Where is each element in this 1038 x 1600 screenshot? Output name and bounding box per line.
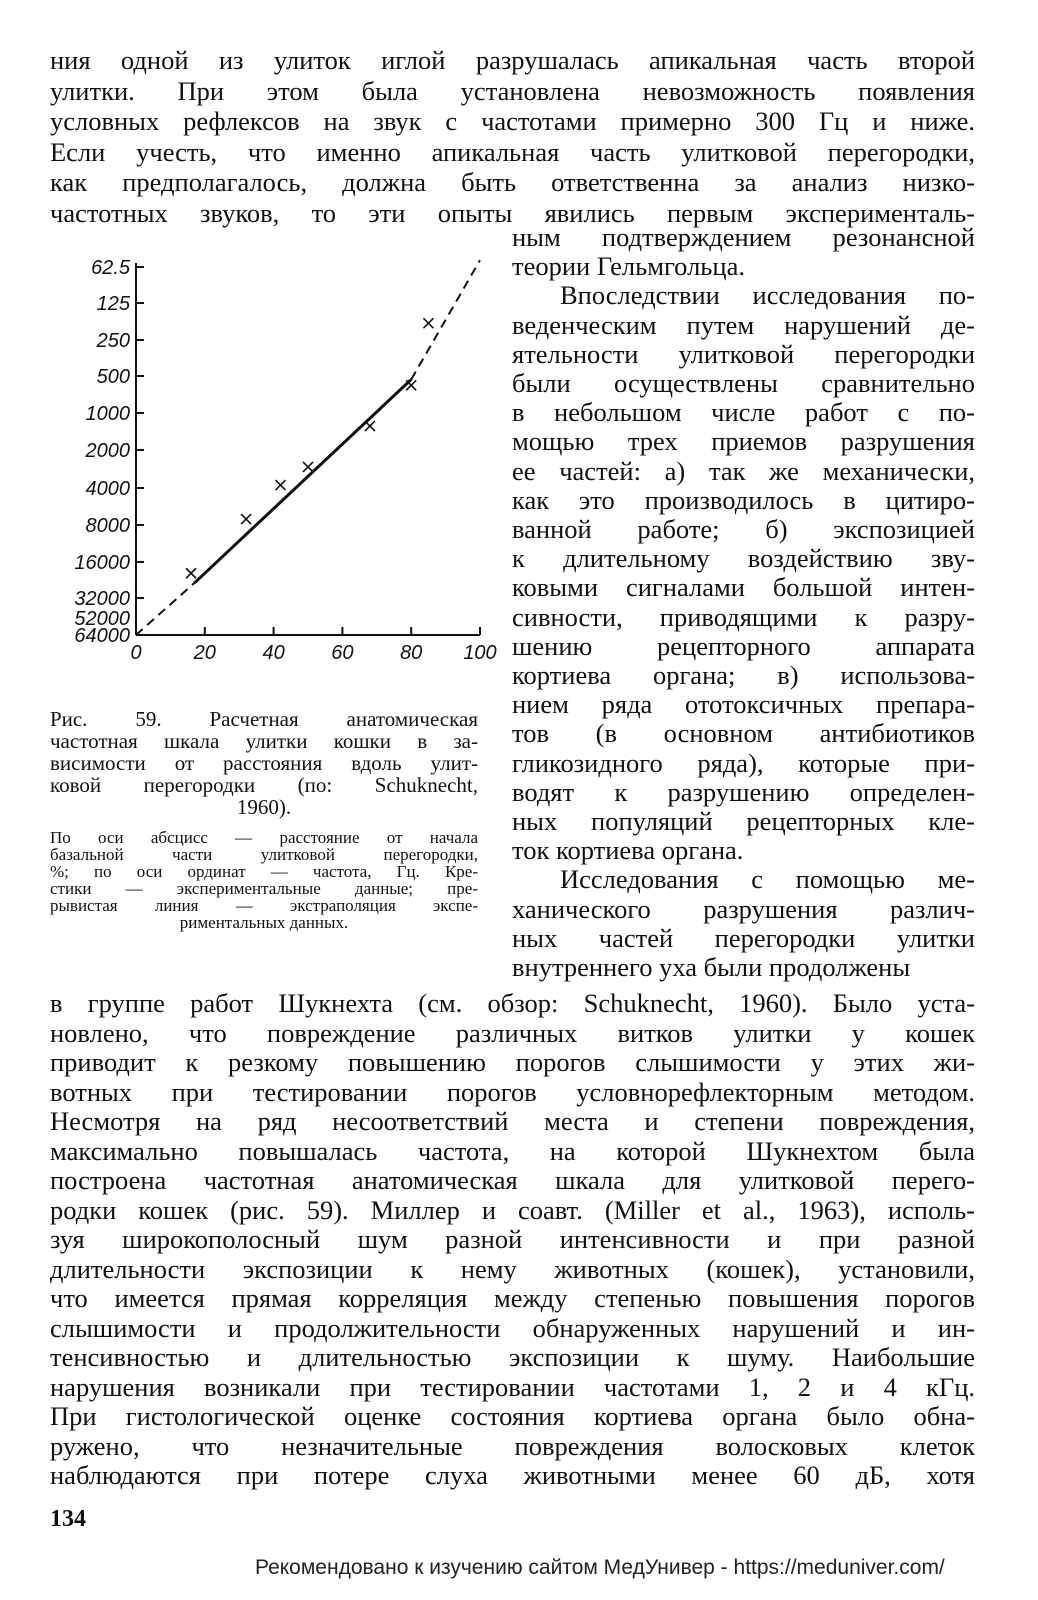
text-line: стики — экспериментальные данные; пре- bbox=[50, 879, 478, 898]
text-line: что имеется прямая корреляция между степенью повышения порогов bbox=[50, 1283, 975, 1313]
frequency-scale-chart bbox=[40, 245, 497, 675]
text-line: Рис. 59. Расчетная анатомическая bbox=[50, 707, 478, 731]
x-tick-label: 80 bbox=[400, 642, 423, 664]
data-point-cross bbox=[303, 462, 313, 472]
text-line: При гистологической оценке состояния кортиева органа было обна- bbox=[50, 1401, 975, 1431]
page-number: 134 bbox=[50, 1506, 86, 1532]
text-line: кортиева органа; в) использова- bbox=[512, 660, 975, 690]
text-line: приводит к резкому повышению порогов слышимости у этих жи- bbox=[50, 1047, 975, 1077]
y-tick-label: 2000 bbox=[85, 440, 130, 462]
text-line: шению рецепторного аппарата bbox=[512, 630, 975, 661]
text-line: рывистая линия — экстраполяция экспе- bbox=[50, 896, 478, 915]
text-line: построена частотная анатомическая шкала для улитковой перего- bbox=[50, 1165, 975, 1195]
text-line: теории Гельмгольца. bbox=[512, 251, 745, 282]
text-line: ных частей перегородки улитки bbox=[512, 922, 975, 953]
data-point-cross bbox=[186, 568, 196, 578]
footer-link[interactable]: Рекомендовано к изучению сайтом МедУнивер - https://meduniver.com/ bbox=[255, 1556, 945, 1579]
text-line: частотная шкала улитки кошки в за- bbox=[50, 729, 478, 753]
y-tick-label: 1000 bbox=[85, 403, 130, 425]
text-line: в группе работ Шукнехта (см. обзор: Schuknecht, 1960). Было уста- bbox=[50, 988, 975, 1018]
text-line: ванной работе; б) экспозицией bbox=[512, 514, 975, 544]
text-line: к длительному воздействию зву- bbox=[512, 543, 975, 574]
y-tick-label: 52000 bbox=[74, 608, 130, 630]
data-point-cross bbox=[423, 318, 433, 328]
text-line: тенсивностью и длительностью экспозиции к шуму. Наибольшие bbox=[50, 1342, 975, 1372]
text-line: были осуществлены сравнительно bbox=[512, 368, 975, 398]
text-line: как предполагалось, должна быть ответственна за анализ низко- bbox=[50, 167, 975, 197]
x-tick-label: 60 bbox=[331, 642, 354, 664]
text-line: Впоследствии исследования по- bbox=[560, 280, 975, 311]
text-line: нарушения возникали при тестировании частотами 1, 2 и 4 кГц. bbox=[50, 1371, 975, 1402]
text-line: ных популяций рецепторных кле- bbox=[512, 806, 975, 836]
text-line: ятельности улитковой перегородки bbox=[512, 338, 975, 369]
data-point-cross bbox=[275, 480, 285, 490]
y-tick-label: 8000 bbox=[85, 515, 130, 537]
text-line: слышимости и продолжительности обнаруженных нарушений и ин- bbox=[50, 1312, 975, 1343]
text-line: как это производилось в цитиро- bbox=[512, 484, 975, 515]
y-tick-label: 500 bbox=[96, 366, 130, 388]
text-line: мощью трех приемов разрушения bbox=[512, 426, 975, 457]
x-tick-label: 0 bbox=[130, 642, 142, 664]
text-line: базальной части улитковой перегородки, bbox=[50, 845, 478, 864]
y-tick-label: 64000 bbox=[74, 625, 130, 647]
text-line: веденческим путем нарушений де- bbox=[512, 309, 975, 340]
text-line: ния одной из улиток иглой разрушалась апикальная часть второй bbox=[50, 45, 975, 75]
text-line: ковыми сигналами большой интен- bbox=[512, 572, 975, 603]
y-tick-label: 125 bbox=[96, 293, 130, 315]
text-line: риментальных данных. bbox=[179, 913, 349, 932]
text-line: частотных звуков, то эти опыты явились первым эксперименталь- bbox=[50, 197, 975, 228]
extrapolation-line bbox=[136, 583, 194, 635]
text-line: ковой перегородки (по: Schuknecht, bbox=[50, 773, 478, 797]
chart-axes bbox=[136, 263, 480, 635]
text-line: водят к разрушению определен- bbox=[512, 776, 975, 807]
text-line: По оси абсцисс — расстояние от начала bbox=[50, 828, 478, 847]
extrapolation-line bbox=[411, 260, 480, 379]
data-point-cross bbox=[241, 514, 251, 524]
text-line: гликозидного ряда), которые при- bbox=[512, 747, 975, 778]
text-line: наблюдаются при потере слуха животными менее 60 дБ, хотя bbox=[50, 1460, 975, 1490]
text-line: 1960). bbox=[236, 795, 292, 819]
text-line: зуя широкополосный шум разной интенсивности и при разной bbox=[50, 1224, 975, 1254]
x-tick-label: 100 bbox=[463, 642, 497, 664]
y-tick-label: 250 bbox=[96, 330, 130, 352]
text-line: тов (в основном антибиотиков bbox=[512, 718, 975, 749]
text-line: Исследования с помощью ме- bbox=[560, 864, 975, 895]
x-tick-label: 40 bbox=[262, 642, 285, 664]
fit-line bbox=[194, 379, 411, 582]
text-line: сивности, приводящими к разру- bbox=[512, 601, 975, 632]
x-tick-labels bbox=[130, 627, 496, 664]
text-line: вотных при тестировании порогов условнорефлекторным методом. bbox=[50, 1076, 975, 1107]
text-line: нием ряда ототоксичных препара- bbox=[512, 689, 975, 720]
text-line: внутреннего уха были продолжены bbox=[512, 952, 911, 982]
y-tick-labels bbox=[74, 257, 144, 647]
chart-series bbox=[136, 260, 480, 635]
text-line: ружено, что незначительные повреждения волосковых клеток bbox=[50, 1430, 975, 1461]
text-line: Несмотря на ряд несоответствий места и степени повреждения, bbox=[50, 1106, 975, 1136]
text-line: родки кошек (рис. 59). Миллер и соавт. (Miller et al., 1963), исполь- bbox=[50, 1194, 975, 1225]
text-line: максимально повышалась частота, на которой Шукнехтом была bbox=[50, 1135, 975, 1166]
x-tick-label: 20 bbox=[193, 642, 216, 664]
text-line: ханического разрушения различ- bbox=[512, 893, 975, 924]
text-line: Если учесть, что именно апикальная часть улитковой перегородки, bbox=[50, 136, 975, 167]
text-line: новлено, что повреждение различных витков улитки у кошек bbox=[50, 1017, 975, 1048]
y-tick-label: 62.5 bbox=[91, 257, 130, 279]
text-line: в небольшом числе работ с по- bbox=[512, 397, 975, 428]
text-line: улитки. При этом была установлена невозможность появления bbox=[50, 75, 975, 106]
text-line: длительности экспозиции к нему животных (кошек), установили, bbox=[50, 1253, 975, 1284]
y-tick-label: 16000 bbox=[74, 552, 130, 574]
text-line: условных рефлексов на звук с частотами примерно 300 Гц и ниже. bbox=[50, 106, 975, 136]
text-line: висимости от расстояния вдоль улит- bbox=[50, 751, 478, 775]
y-tick-label: 4000 bbox=[85, 478, 130, 500]
y-tick-label: 32000 bbox=[74, 588, 130, 610]
text-line: ее частей: а) так же механически, bbox=[512, 455, 975, 486]
text-line: %; по оси ординат — частота, Гц. Кре- bbox=[50, 862, 478, 881]
text-line: ток кортиева органа. bbox=[512, 835, 744, 866]
text-line: ным подтверждением резонансной bbox=[512, 222, 975, 252]
